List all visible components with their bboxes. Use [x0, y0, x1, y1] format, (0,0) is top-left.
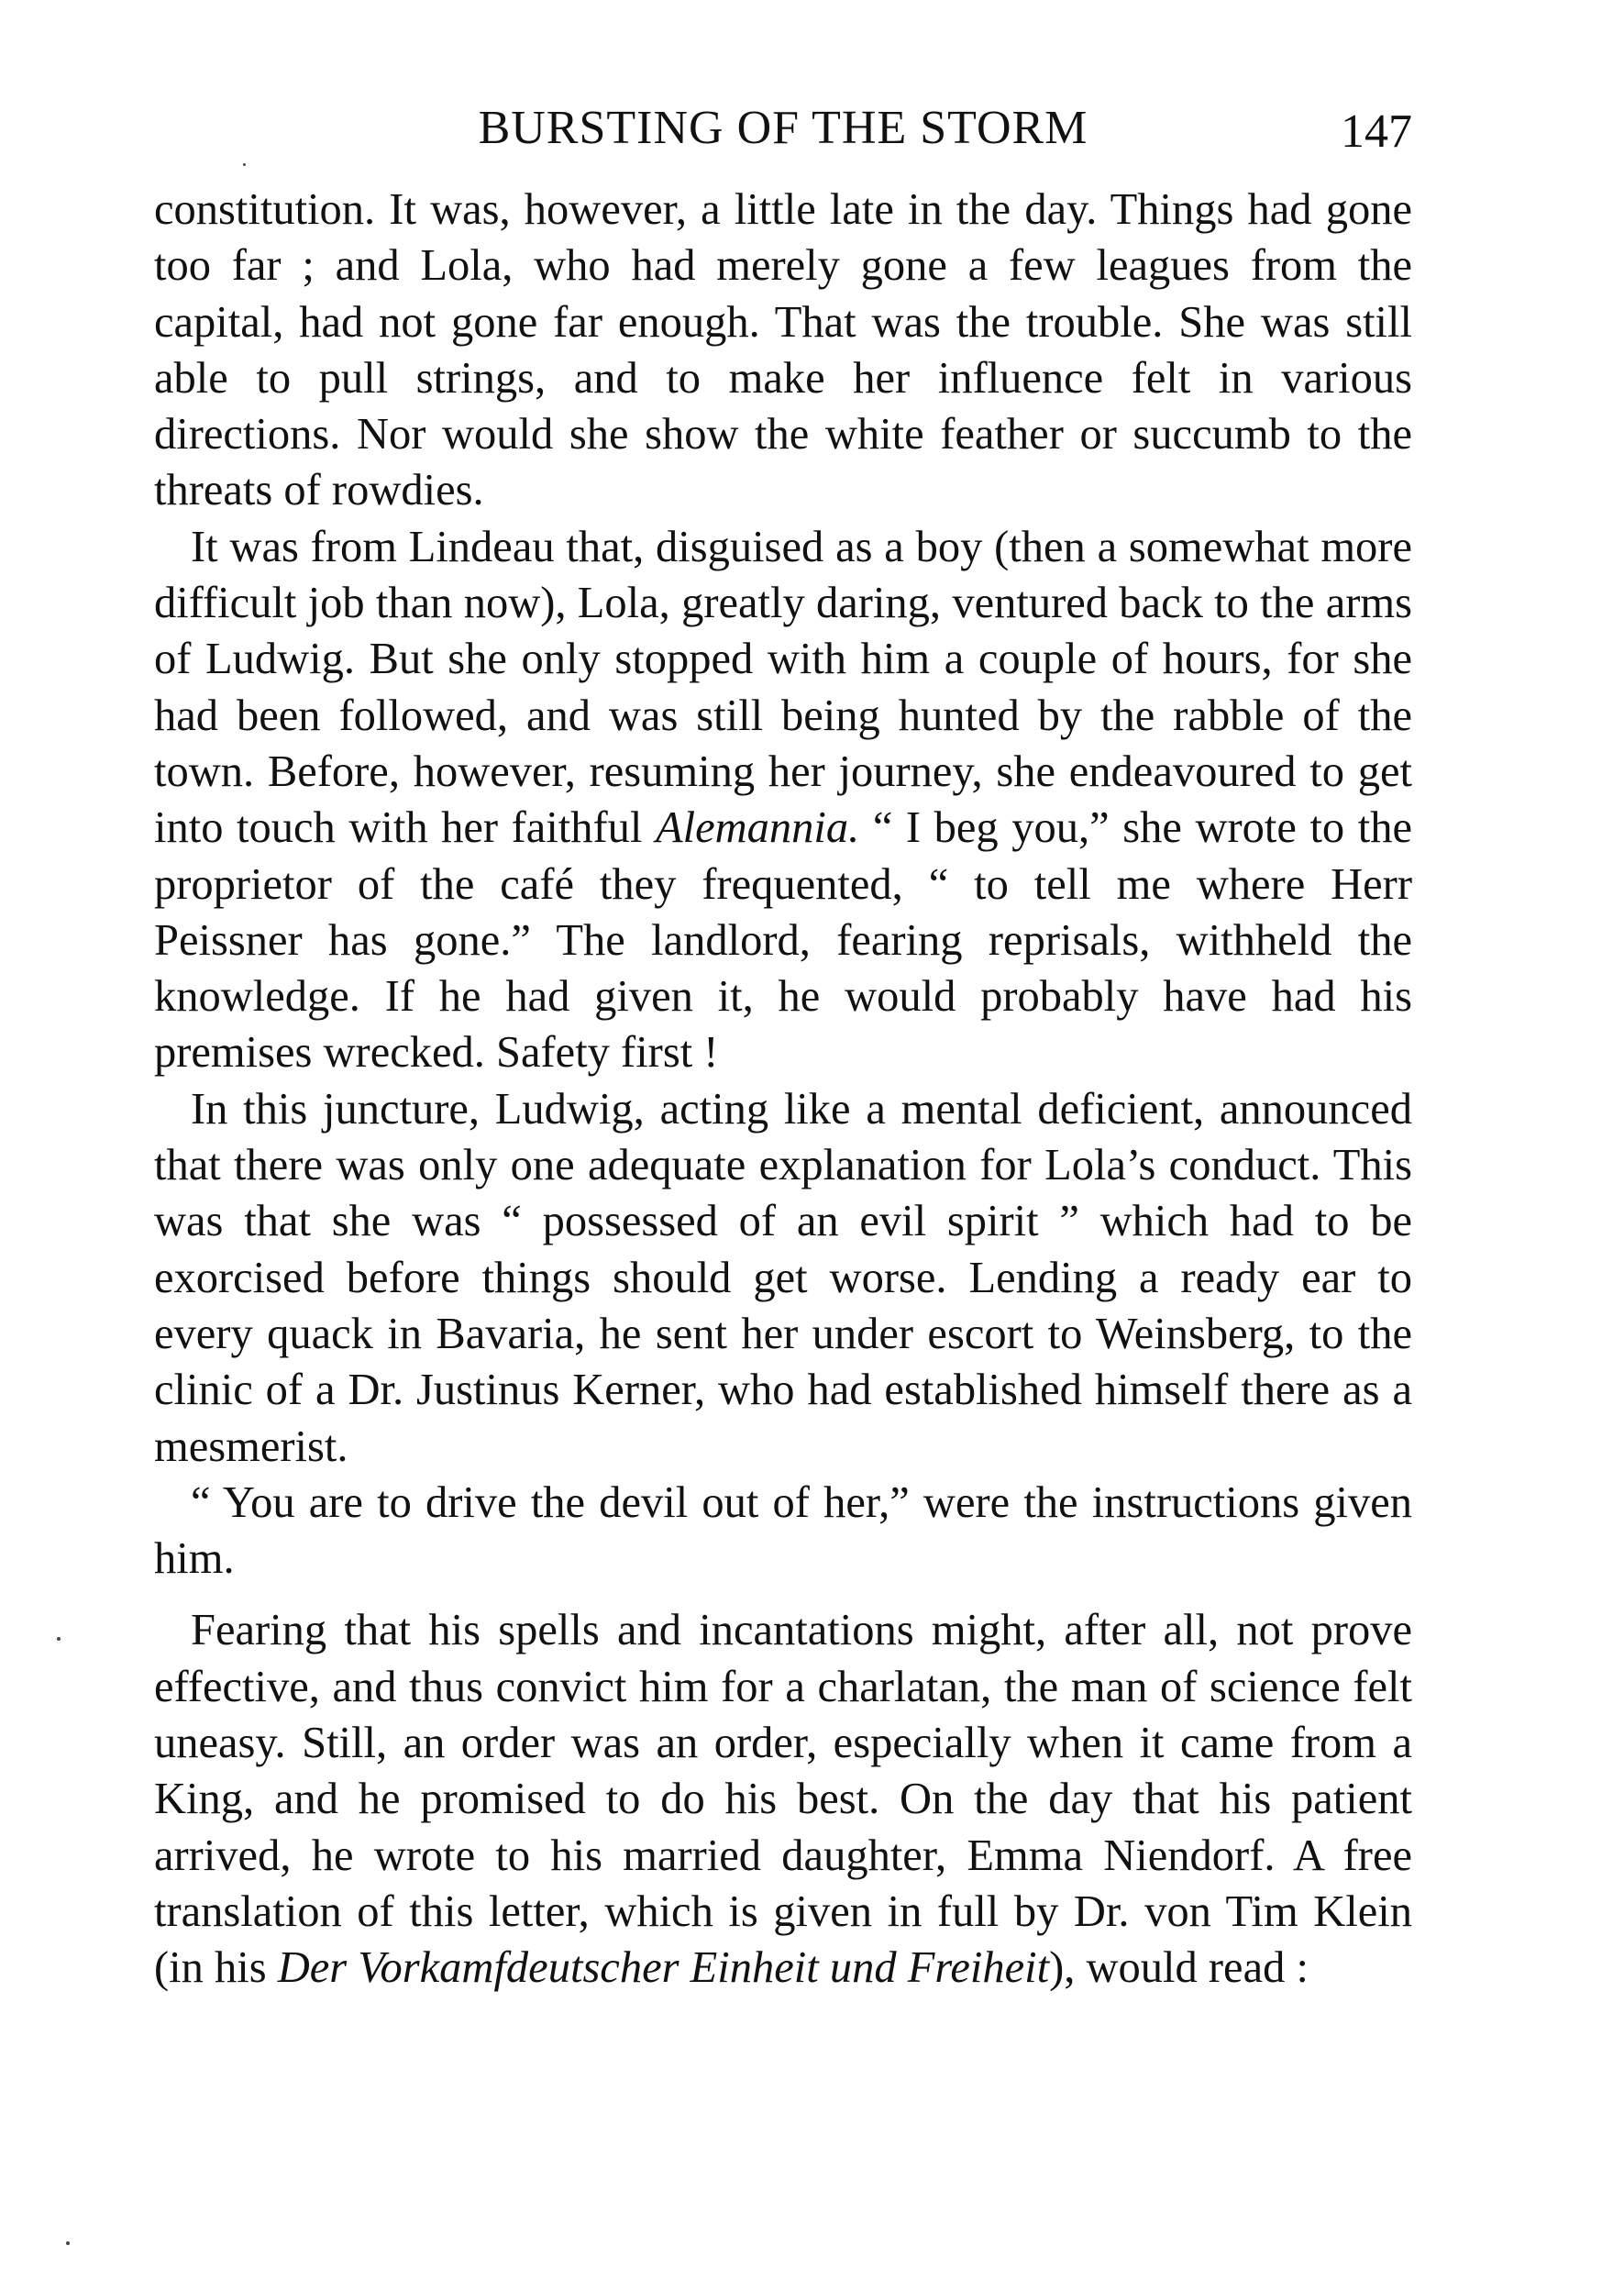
page-number: 147 — [1341, 105, 1412, 158]
italic-book-title: Der Vorkamfdeutscher Einheit und Freiheit — [277, 1943, 1050, 1993]
paragraph-1: constitution. It was, however, a little late in the day. Things had gone too far ; and Lola, who had merely gone a few leagues from the capital, had not gone far enough. That was the trouble. She was still able to pull strings, and to make her influence felt in various directions. Nor would she show the white feather or succumb to the threats of rowdies. — [154, 185, 1412, 515]
paper-speck — [66, 2241, 70, 2245]
paper-speck — [57, 1637, 61, 1641]
paper-speck — [243, 163, 246, 166]
paragraph-5-text-end: ), would read : — [1049, 1943, 1309, 1993]
running-head — [154, 92, 1412, 165]
paragraph-2-text-start: It was from Lindeau that, disguised as a boy (then a somewhat more difficult job than now), Lola, greatly daring, ventured back to the arms of Ludwig. But she only stopped with him a couple of hours, for she had been followed, and was still being hunted by the rabble of the town. Before, however, resuming her journey, she endeavoured to get into touch with her faithful — [154, 522, 1412, 853]
paragraph-5 — [154, 1602, 1412, 1996]
body-text — [154, 182, 1412, 1997]
paragraph-2-text-end: “ I beg you,” she wrote to the proprietor of the café they frequented, “ to tell me where Herr Peissner has gone.” The landlord, fearing reprisals, withheld the knowledge. If he had given it, he would probably have had his premises wrecked. Safety first ! — [154, 803, 1412, 1078]
paragraph-4: “ You are to drive the devil out of her,” were the instructions given him. — [154, 1477, 1412, 1584]
paragraph-2 — [154, 519, 1412, 1081]
paragraph-3: In this juncture, Ludwig, acting like a mental deficient, announced that there was only one adequate explanation for Lola’s conduct. This was that she was “ possessed of an evil spirit ” which had to be exorcised before things should get worse. Lending a ready ear to every quack in Bavaria, he sent her under escort to Weinsberg, to the clinic of a Dr. Justinus Kerner, who had established himself there as a mesmerist. — [154, 1084, 1412, 1471]
italic-alemannia: Alemannia. — [655, 803, 860, 853]
running-title: BURSTING OF THE STORM — [478, 102, 1088, 154]
paragraph-5-text-start: Fearing that his spells and incantations might, after all, not prove effective, and thus convict him for a charlatan, the man of science felt uneasy. Still, an order was an order, especially when it came from a King, and he promised to do his best. On the day that his patient arrived, he wrote to his married daughter, Emma Niendorf. A free translation of this letter, which is given in full by Dr. von Tim Klein (in his — [154, 1606, 1412, 1993]
